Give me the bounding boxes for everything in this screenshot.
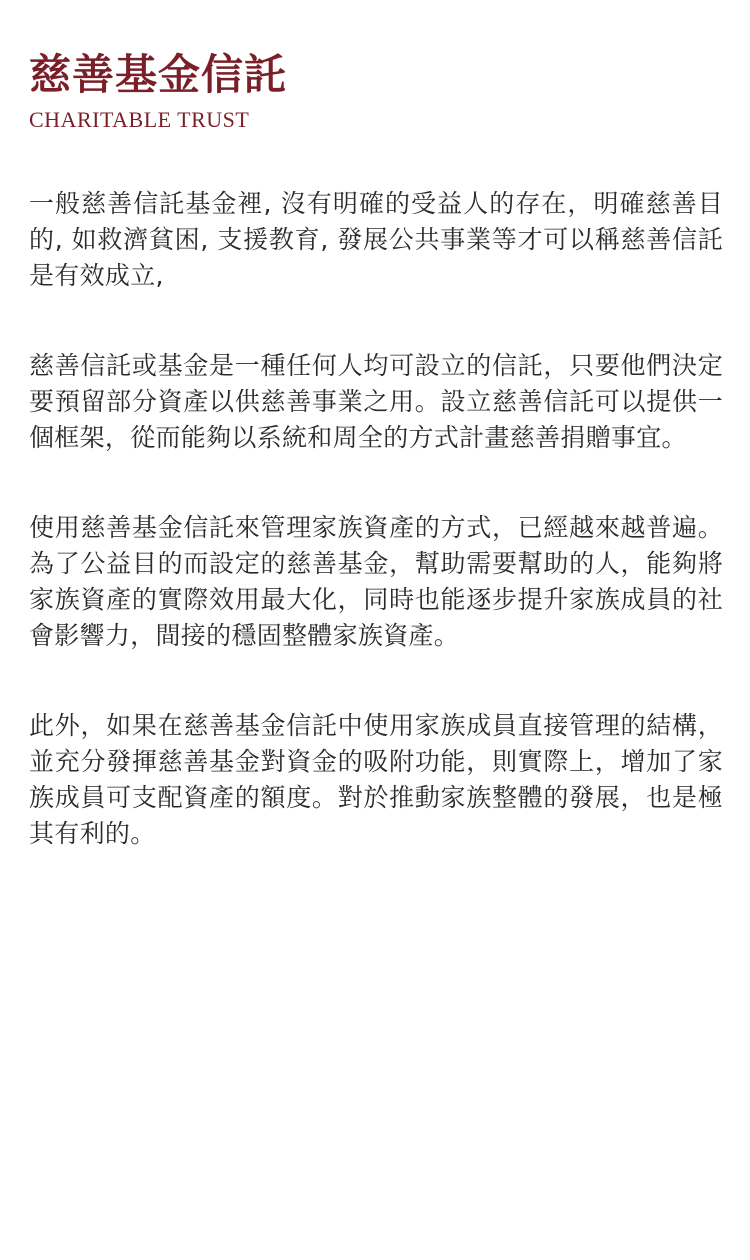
page-title: 慈善基金信託: [29, 50, 288, 99]
article-body: [29, 186, 723, 906]
paragraph-4: 此外，如果在慈善基金信託中使用家族成員直接管理的結構，並充分發揮慈善基金對資金的吸附功能，則實際上，增加了家族成員可支配資產的額度。對於推動家族整體的發展，也是極其有利的。: [29, 711, 723, 848]
paragraph-1: 一般慈善信託基金裡, 沒有明確的受益人的存在，明確慈善目的, 如救濟貧困, 支援教育, 發展公共事業等才可以稱慈善信託是有效成立,: [29, 189, 723, 290]
paragraph-3: 使用慈善基金信託來管理家族資產的方式，已經越來越普遍。為了公益目的而設定的慈善基金，幫助需要幫助的人，能夠將家族資產的實際效用最大化，同時也能逐步提升家族成員的社會影響力，間接的穩固整體家族資產。: [29, 513, 723, 650]
paragraph-2: 慈善信託或基金是一種任何人均可設立的信託，只要他們決定要預留部分資產以供慈善事業之用。設立慈善信託可以提供一個框架，從而能夠以系統和周全的方式計畫慈善捐贈事宜。: [29, 351, 723, 452]
page-subtitle: CHARITABLE TRUST: [29, 107, 250, 132]
page-header: [29, 50, 287, 134]
